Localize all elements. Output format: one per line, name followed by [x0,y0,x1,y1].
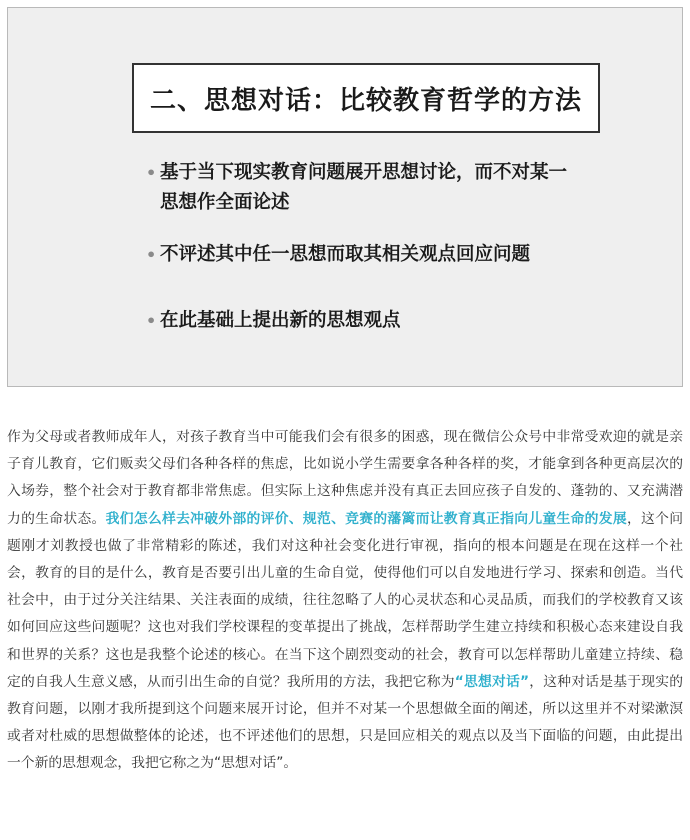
article-text: ，这种对话是基于现实的教育问题，以刚才我所提到这个问题来展开讨论，但并不对某一个思想做全面的阐述，所以这里并不对梁漱溟或者对杜威的思想做整体的论述，也不评述他们的思想，只是回应相关的观点以及当下面临的问题，由此提出一个新的思想观念，我把它称之为“思想对话”。 [7,673,684,772]
slide-bullet [146,240,580,270]
slide-bullet-text: 不评述其中任一思想而取其相关观点回应问题 [160,244,531,265]
slide-bullet [146,306,580,336]
slide-image [7,7,683,387]
article-highlight: “思想对话” [454,673,530,690]
article-text: 作为父母或者教师成年人，对孩子教育当中可能我们会有很多的困惑，现在微信公众号中非常受欢迎的就是亲子育儿教育，它们贩卖父母们各种各样的焦虑，比如说小学生需要拿各种各样的奖，才能拿到各种更高层次的入场券，整个社会对于教育都非常焦虑。但实际上这种焦虑并没有真正去回应孩子自发的、蓬勃的、又充满潜力的生命状态。 [7,429,683,527]
bullet-dot-icon: • [146,245,157,264]
slide-bullet [146,158,580,218]
slide-bullet-text: 在此基础上提出新的思想观点 [160,310,401,331]
bullet-dot-icon: • [146,163,157,182]
bullet-dot-icon: • [146,311,157,330]
article-highlight: 我们怎么样去冲破外部的评价、规范、竞赛的藩篱而让教育真正指向儿童生命的发展 [105,510,627,527]
article-paragraph [7,424,683,778]
article-text: ，这个问题刚才刘教授也做了非常精彩的陈述，我们对这种社会变化进行审视，指向的根本问题是在现在这样一个社会，教育的目的是什么，教育是否要引出儿童的生命自觉，使得他们可以自发地进行学习、探索和创造。当代社会中，由于过分关注结果、关注表面的成绩，往往忽略了人的心灵状态和心灵品质，而我们的学校教育又该如何回应这些问题呢？这也对我们学校课程的变革提出了挑战，怎样帮助学生建立持续和积极心态来建设自我和世界的关系？这也是我整个论述的核心。在当下这个剧烈变动的社会，教育可以怎样帮助儿童建立持续、稳定的自我人生意义感，从而引出生命的自觉？我所用的方法，我把它称为 [7,510,684,690]
slide-title: 二、思想对话：比较教育哲学的方法 [132,63,600,133]
slide-bullet-text: 基于当下现实教育问题展开思想讨论，而不对某一思想作全面论述 [160,162,568,213]
